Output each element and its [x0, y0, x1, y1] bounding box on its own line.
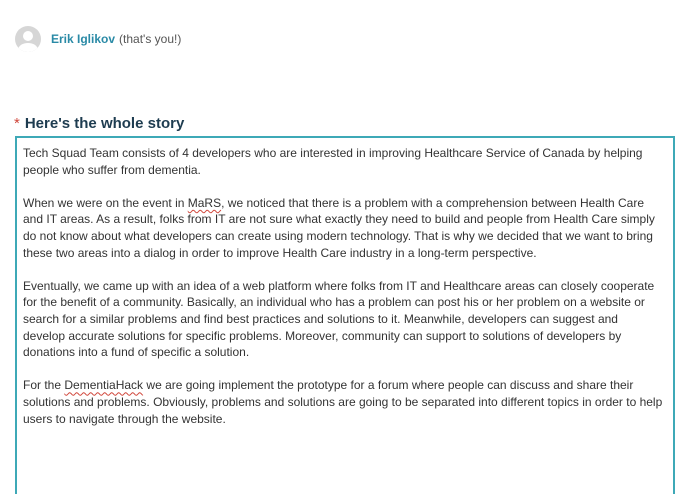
story-field-label-text: Here's the whole story — [24, 115, 185, 132]
story-paragraph-1 — [23, 145, 663, 178]
user-self-note: (that's you!) — [119, 32, 182, 46]
story-paragraph-2 — [23, 195, 663, 261]
misspelled-word-dementiahack: DementiaHack — [64, 378, 144, 393]
avatar-shoulders-shape — [18, 43, 38, 52]
story-paragraph-4 — [23, 377, 663, 427]
story-paragraph-3 — [23, 278, 663, 361]
required-marker: * — [14, 115, 20, 132]
story-textarea[interactable] — [15, 136, 675, 494]
user-name-link[interactable]: Erik Iglikov — [51, 32, 116, 46]
user-row — [15, 26, 181, 52]
story-paragraph-4-start: For the — [23, 378, 65, 393]
story-paragraph-1-text: Tech Squad Team consists of 4 developers who are interested in improving Healthcare Service of Canada by helping people who suffer from dementia. — [23, 146, 643, 177]
avatar-head-shape — [23, 31, 33, 41]
story-field-label — [14, 114, 184, 134]
story-paragraph-2-rest: , we noticed that there is a problem with a comprehension between Health Care and IT areas. As a result, folks from IT are not sure what exactly they need to build and people from Health Care simply do not know about what developers can create using modern technology. That is why we decided that we want to bring these two areas into a dialog in order to improve Health Care industry in a long-term perspective. — [23, 195, 655, 260]
story-paragraph-4-rest: we are going implement the prototype for a forum where people can discuss and share their solutions and problems. Obviously, problems and solutions are going to be separated into different topics in order to help users to navigate through the website. — [23, 378, 663, 426]
story-paragraph-2-start: When we were on the event in — [23, 195, 188, 210]
avatar — [15, 26, 41, 52]
story-paragraph-3-text: Eventually, we came up with an idea of a web platform where folks from IT and Healthcare areas can closely cooperate for the benefit of a community. Basically, an individual who has a problem can post his or her problem on a website or search for a similar problems and find best practices and solutions to it. Meanwhile, developers can suggest and develop accurate solutions for specific problems. Moreover, community can support to solutions of developers by donations into a fund of specific a solution. — [23, 278, 655, 360]
misspelled-word-mars: MaRS — [187, 195, 222, 210]
